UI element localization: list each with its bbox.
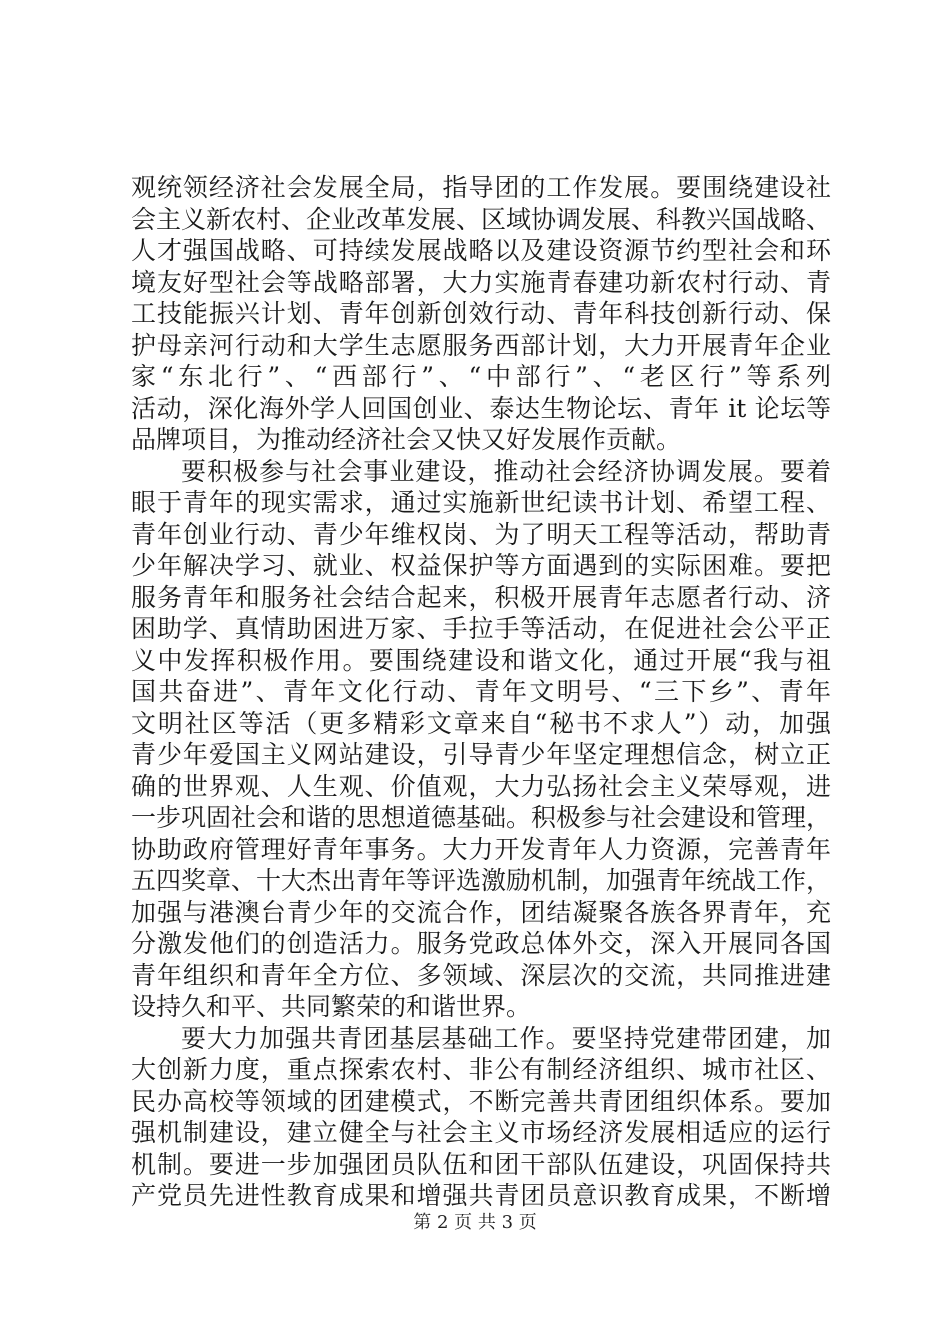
text-line: 大创新力度，重点探索农村、非公有制经济组织、城市社区、 bbox=[131, 1055, 831, 1084]
paragraph-start-line: 要大力加强共青团基层基础工作。要坚持党建带团建，加 bbox=[181, 1023, 831, 1053]
text-line: 青少年爱国主义网站建设，引导青少年坚定理想信念，树立正 bbox=[131, 740, 831, 769]
text-line: 青年组织和青年全方位、多领域、深层次的交流，共同推进建 bbox=[131, 960, 831, 990]
text-line: 国共奋进”、青年文化行动、青年文明号、“三下乡”、青年 bbox=[131, 677, 831, 706]
text-line: 义中发挥积极作用。要围绕建设和谐文化，通过开展“我与祖 bbox=[131, 645, 831, 675]
page-number-footer: 第 2 页 共 3 页 bbox=[413, 1212, 537, 1233]
text-line: 眼于青年的现实需求，通过实施新世纪读书计划、希望工程、 bbox=[131, 488, 831, 517]
text-line: 观统领经济社会发展全局，指导团的工作发展。要围绕建设社 bbox=[131, 173, 831, 202]
text-line: 人才强国战略、可持续发展战略以及建设资源节约型社会和环 bbox=[131, 236, 831, 265]
text-line: 一步巩固社会和谐的思想道德基础。积极参与社会建设和管理， bbox=[131, 803, 832, 832]
text-line: 产党员先进性教育成果和增强共青团员意识教育成果，不断增 bbox=[131, 1181, 831, 1210]
text-line: 民办高校等领域的团建模式，不断完善共青团组织体系。要加 bbox=[131, 1086, 831, 1116]
text-line: 青年创业行动、青少年维权岗、为了明天工程等活动，帮助青 bbox=[131, 519, 831, 549]
text-line: 活动，深化海外学人回国创业、泰达生物论坛、青年 it 论坛等 bbox=[131, 393, 831, 423]
text-line: 服务青年和服务社会结合起来，积极开展青年志愿者行动、济 bbox=[131, 582, 831, 612]
text-line: 设持久和平、共同繁荣的和谐世界。 bbox=[131, 992, 532, 1021]
text-line: 护母亲河行动和大学生志愿服务西部计划，大力开展青年企业 bbox=[131, 330, 831, 360]
text-line: 协助政府管理好青年事务。大力开发青年人力资源，完善青年 bbox=[131, 834, 831, 864]
text-line: 品牌项目，为推动经济社会又快又好发展作贡献。 bbox=[131, 425, 682, 454]
text-line: 困助学、真情助困进万家、手拉手等活动，在促进社会公平正 bbox=[131, 614, 831, 643]
text-line: 加强与港澳台青少年的交流合作，团结凝聚各族各界青年，充 bbox=[131, 897, 831, 927]
text-line: 强机制建设，建立健全与社会主义市场经济发展相适应的运行 bbox=[131, 1118, 831, 1147]
text-line: 境友好型社会等战略部署，大力实施青春建功新农村行动、青 bbox=[131, 267, 831, 297]
text-line: 家“东北行”、“西部行”、“中部行”、“老区行”等系列 bbox=[131, 362, 831, 391]
text-line: 文明社区等活（更多精彩文章来自“秘书不求人”）动，加强 bbox=[131, 708, 831, 738]
document-body bbox=[131, 172, 831, 1212]
text-line: 少年解决学习、就业、权益保护等方面遇到的实际困难。要把 bbox=[131, 551, 831, 580]
text-line: 工技能振兴计划、青年创新创效行动、青年科技创新行动、保 bbox=[131, 299, 831, 328]
text-line: 五四奖章、十大杰出青年等评选激励机制，加强青年统战工作， bbox=[131, 866, 832, 895]
text-line: 分激发他们的创造活力。服务党政总体外交，深入开展同各国 bbox=[131, 929, 831, 958]
text-line: 确的世界观、人生观、价值观，大力弘扬社会主义荣辱观，进 bbox=[131, 771, 831, 801]
text-line: 机制。要进一步加强团员队伍和团干部队伍建设，巩固保持共 bbox=[131, 1149, 831, 1179]
paragraph-start-line: 要积极参与社会事业建设，推动社会经济协调发展。要着 bbox=[181, 456, 831, 486]
text-line: 会主义新农村、企业改革发展、区域协调发展、科教兴国战略、 bbox=[131, 204, 832, 234]
